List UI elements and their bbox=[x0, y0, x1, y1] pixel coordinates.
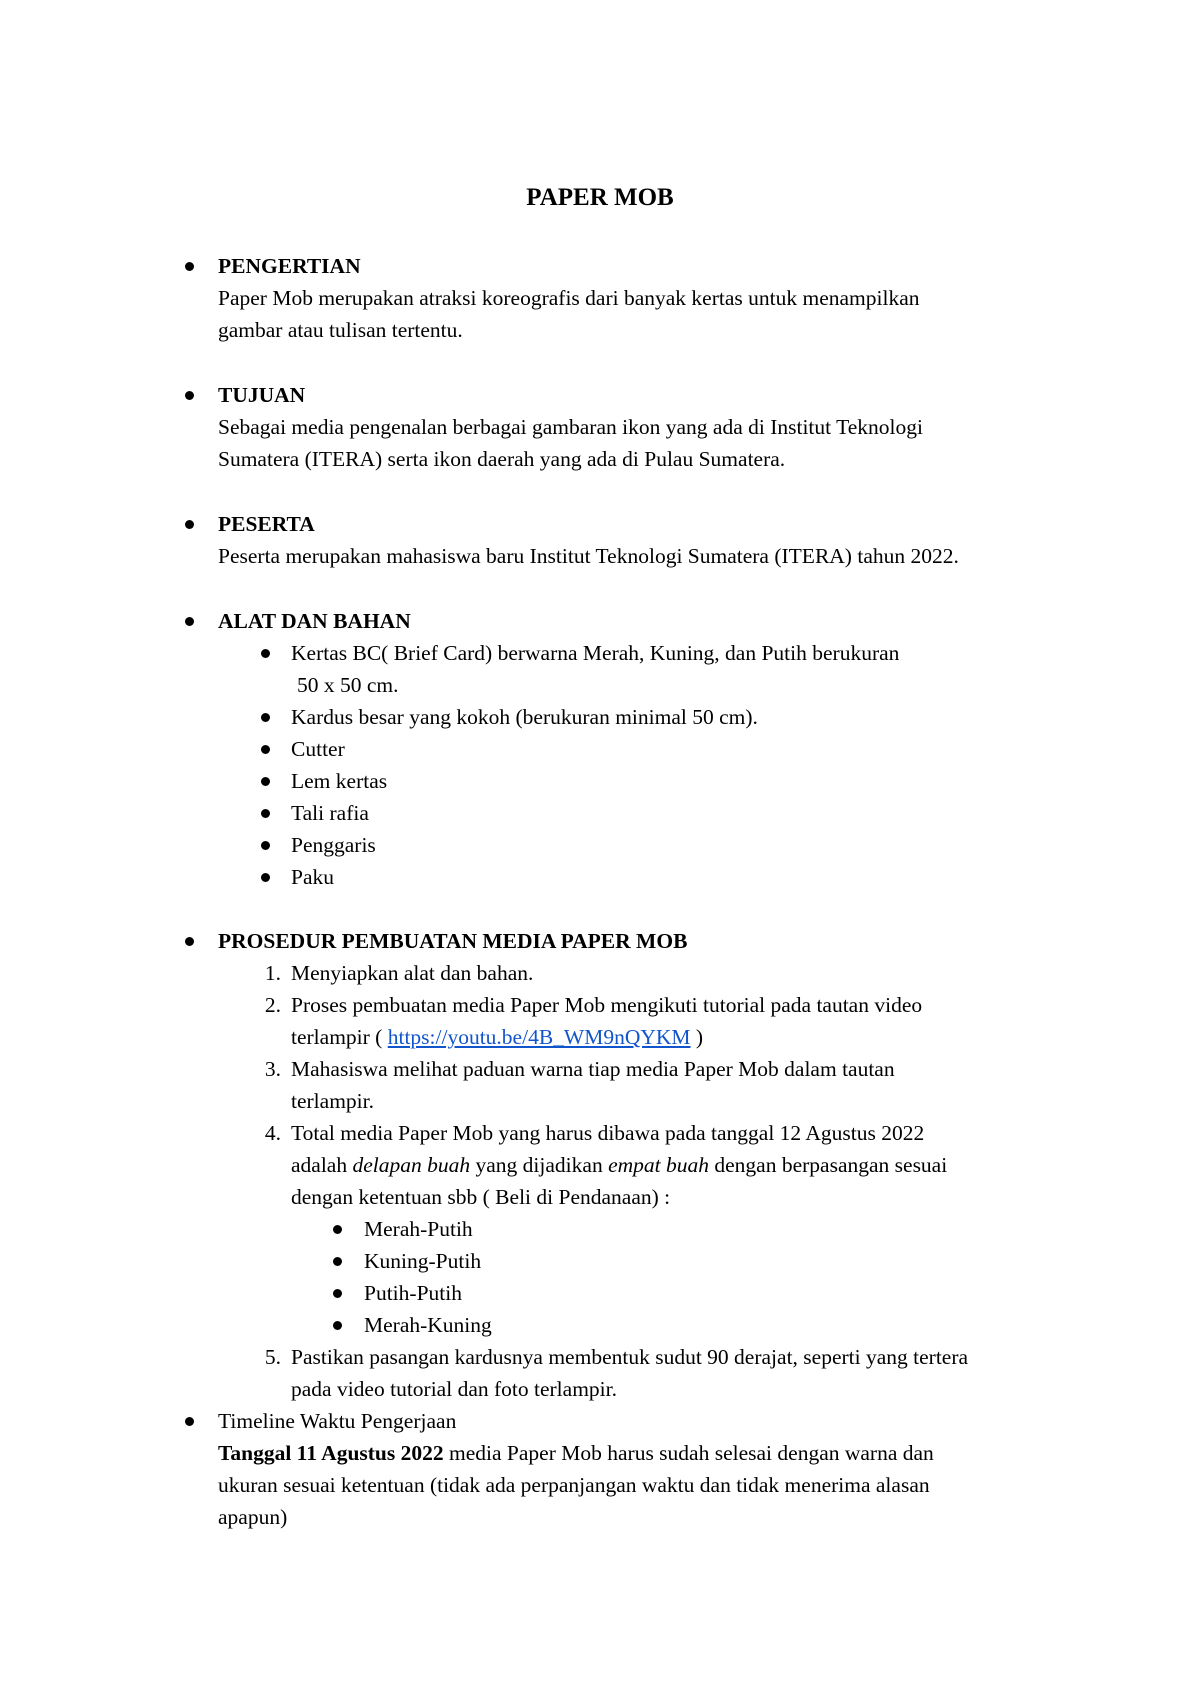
bullet-icon bbox=[185, 520, 194, 529]
section-heading: Timeline Waktu Pengerjaan bbox=[218, 1409, 457, 1433]
step-number: 5. bbox=[264, 1345, 281, 1369]
step-number: 2. bbox=[264, 993, 281, 1017]
list-item-text: Tali rafia bbox=[291, 801, 369, 825]
section-text: Peserta merupakan mahasiswa baru Institut Teknologi Sumatera (ITERA) tahun 2022. bbox=[218, 544, 959, 568]
section-tujuan bbox=[218, 379, 1098, 475]
page-title: PAPER MOB bbox=[526, 184, 674, 211]
bullet-icon bbox=[333, 1321, 342, 1330]
bullet-icon bbox=[185, 617, 194, 626]
section-pengertian bbox=[218, 250, 1098, 346]
bullet-icon bbox=[185, 937, 194, 946]
section-text: ukuran sesuai ketentuan (tidak ada perpanjangan waktu dan tidak menerima alasan bbox=[218, 1473, 930, 1497]
step-text-part: ) bbox=[690, 1025, 704, 1049]
step-text: terlampir. bbox=[291, 1089, 374, 1113]
step-text: pada video tutorial dan foto terlampir. bbox=[291, 1377, 617, 1401]
bullet-icon bbox=[185, 1417, 194, 1426]
section-heading: ALAT DAN BAHAN bbox=[218, 609, 411, 633]
list-item-text: Penggaris bbox=[291, 833, 376, 857]
bullet-icon bbox=[261, 745, 270, 754]
step-text: Total media Paper Mob yang harus dibawa pada tanggal 12 Agustus 2022 bbox=[291, 1121, 925, 1145]
section-peserta bbox=[218, 508, 1098, 572]
pair-text: Merah-Putih bbox=[364, 1217, 473, 1241]
step-text-part: adalah bbox=[291, 1153, 353, 1177]
section-heading: TUJUAN bbox=[218, 383, 306, 407]
youtube-tutorial-link[interactable]: https://youtu.be/4B_WM9nQYKM bbox=[387, 1025, 691, 1049]
list-item-text: 50 x 50 cm. bbox=[297, 673, 399, 697]
pair-item bbox=[364, 1309, 1064, 1341]
section-text: apapun) bbox=[218, 1505, 288, 1529]
section-text bbox=[218, 1437, 1098, 1469]
list-item-text: Cutter bbox=[291, 737, 345, 761]
step-text: dengan ketentuan sbb ( Beli di Pendanaan) : bbox=[291, 1185, 671, 1209]
section-timeline bbox=[218, 1405, 1098, 1533]
step-number: 4. bbox=[264, 1121, 281, 1145]
list-item bbox=[291, 765, 1091, 797]
step-text bbox=[291, 1021, 1091, 1053]
step-text: Proses pembuatan media Paper Mob mengikuti tutorial pada tautan video bbox=[291, 993, 923, 1017]
step-text-part: yang dijadikan bbox=[470, 1153, 609, 1177]
list-item-text: Kertas BC( Brief Card) berwarna Merah, Kuning, dan Putih berukuran bbox=[291, 641, 900, 665]
step-text-part: terlampir ( bbox=[291, 1025, 388, 1049]
list-item bbox=[291, 861, 1091, 893]
bullet-icon bbox=[261, 649, 270, 658]
pair-item bbox=[364, 1213, 1064, 1245]
bullet-icon bbox=[261, 777, 270, 786]
list-item bbox=[291, 701, 1091, 733]
bullet-icon bbox=[261, 873, 270, 882]
section-text: Sebagai media pengenalan berbagai gambaran ikon yang ada di Institut Teknologi bbox=[218, 415, 923, 439]
section-text: Paper Mob merupakan atraksi koreografis dari banyak kertas untuk menampilkan bbox=[218, 286, 920, 310]
step-item bbox=[264, 957, 1091, 989]
list-item-text: Paku bbox=[291, 865, 334, 889]
step-text: Pastikan pasangan kardusnya membentuk sudut 90 derajat, seperti yang tertera bbox=[291, 1345, 969, 1369]
step-text-part: dengan berpasangan sesuai bbox=[709, 1153, 948, 1177]
section-alat-dan-bahan bbox=[218, 605, 1098, 637]
step-item bbox=[264, 1053, 1091, 1117]
bullet-icon bbox=[261, 713, 270, 722]
step-text-emphasis: empat buah bbox=[608, 1153, 709, 1177]
section-prosedur bbox=[218, 925, 1098, 957]
list-item bbox=[291, 733, 1091, 765]
bullet-icon bbox=[333, 1257, 342, 1266]
step-number: 1. bbox=[264, 961, 281, 985]
section-heading: PESERTA bbox=[218, 512, 315, 536]
bullet-icon bbox=[333, 1289, 342, 1298]
pair-item bbox=[364, 1245, 1064, 1277]
step-text-emphasis: delapan buah bbox=[352, 1153, 471, 1177]
pair-text: Merah-Kuning bbox=[364, 1313, 492, 1337]
step-item bbox=[264, 989, 1091, 1053]
bullet-icon bbox=[185, 391, 194, 400]
pair-text: Kuning-Putih bbox=[364, 1249, 482, 1273]
step-number: 3. bbox=[264, 1057, 281, 1081]
step-item bbox=[264, 1341, 1091, 1405]
list-item-text: Lem kertas bbox=[291, 769, 388, 793]
bullet-icon bbox=[261, 841, 270, 850]
list-item bbox=[291, 637, 1091, 701]
list-item-text: Kardus besar yang kokoh (berukuran minimal 50 cm). bbox=[291, 705, 758, 729]
bullet-icon bbox=[333, 1225, 342, 1234]
bullet-icon bbox=[185, 262, 194, 271]
section-text: gambar atau tulisan tertentu. bbox=[218, 318, 463, 342]
step-text: Mahasiswa melihat paduan warna tiap media Paper Mob dalam tautan bbox=[291, 1057, 895, 1081]
section-heading: PENGERTIAN bbox=[218, 254, 361, 278]
step-text bbox=[291, 1149, 1091, 1181]
step-item bbox=[264, 1117, 1091, 1213]
pair-text: Putih-Putih bbox=[364, 1281, 462, 1305]
section-text-part: media Paper Mob harus sudah selesai dengan warna dan bbox=[443, 1441, 934, 1465]
list-item bbox=[291, 797, 1091, 829]
pair-item bbox=[364, 1277, 1064, 1309]
bullet-icon bbox=[261, 809, 270, 818]
section-heading: PROSEDUR PEMBUATAN MEDIA PAPER MOB bbox=[218, 929, 688, 953]
section-text: Sumatera (ITERA) serta ikon daerah yang ada di Pulau Sumatera. bbox=[218, 447, 786, 471]
list-item bbox=[291, 829, 1091, 861]
deadline-date: Tanggal 11 Agustus 2022 bbox=[218, 1441, 444, 1465]
step-text: Menyiapkan alat dan bahan. bbox=[291, 961, 534, 985]
